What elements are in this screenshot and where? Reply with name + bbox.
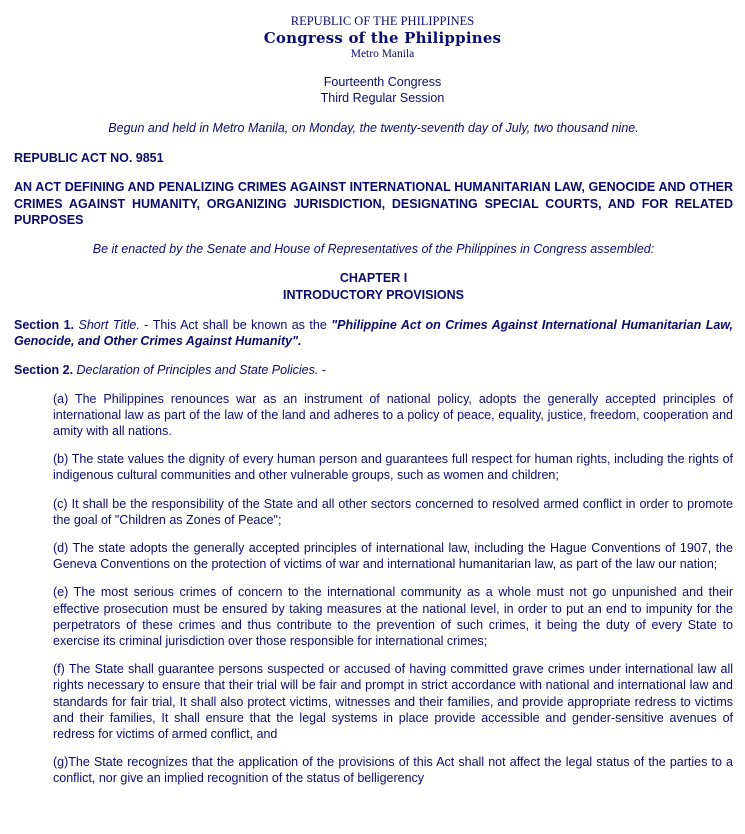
- republic-heading: REPUBLIC OF THE PHILIPPINES: [290, 14, 475, 28]
- enacting-clause: Be it enacted by the Senate and House of Representatives of the Philippines in Congress assembled:: [92, 241, 655, 256]
- clause-g: (g)The State recognizes that the application of the provisions of this Act shall not affect the legal status of the parties to a conflict, nor give an implied recognition of the status of belligerency: [53, 755, 733, 786]
- chapter-heading: [14, 270, 733, 304]
- chapter-title: INTRODUCTORY PROVISIONS: [282, 287, 465, 302]
- act-title: AN ACT DEFINING AND PENALIZING CRIMES AGAINST INTERNATIONAL HUMANITARIAN LAW, GENOCIDE AND OTHER CRIMES AGAINST HUMANITY, ORGANIZING JURISDICTION, DESIGNATING SPECIAL COURTS, AND FOR RELATED PURPOSES: [14, 180, 733, 227]
- republic-act-number: REPUBLIC ACT NO. 9851: [14, 151, 164, 165]
- section-1-title: Short Title.: [78, 317, 140, 332]
- session-name: Third Regular Session: [320, 91, 445, 105]
- session-block: [32, 74, 733, 106]
- section-1-text: - This Act shall be known as the: [139, 317, 332, 332]
- section-2-label: Section 2.: [14, 362, 74, 377]
- clause-c: (c) It shall be the responsibility of the State and all other sectors concerned to resolved armed conflict in order to promote the goal of "Children as Zones of Peace";: [53, 496, 733, 527]
- section-2-clauses: [14, 391, 733, 787]
- document-header: [32, 14, 733, 61]
- section-1-label: Section 1.: [14, 317, 75, 332]
- section-2-dash: -: [318, 362, 326, 377]
- congress-heading: Congress of the Philippines: [263, 29, 502, 47]
- clause-e: (e) The most serious crimes of concern to the international community as a whole must not go unpunished and their effective prosecution must be ensured by taking measures at the national level, in order to put an end to impunity for the perpetrators of these crimes and thus contribute to the prevention of such crimes, it being the duty of every State to exercise its criminal jurisdiction over those responsible for international crimes;: [53, 585, 733, 648]
- begun-statement: Begun and held in Metro Manila, on Monday, the twenty-seventh day of July, two thousand nine.: [108, 121, 639, 135]
- location-heading: Metro Manila: [350, 48, 415, 60]
- section-1: [14, 317, 733, 349]
- document-page: [14, 14, 733, 799]
- congress-number: Fourteenth Congress: [323, 75, 442, 89]
- clause-a: (a) The Philippines renounces war as an instrument of national policy, adopts the generally accepted principles of international law as part of the law of the land and adheres to a policy of peace, equality, justice, freedom, cooperation and amity with all nations.: [53, 391, 733, 438]
- section-2-title: Declaration of Principles and State Policies.: [76, 362, 319, 377]
- clause-d: (d) The state adopts the generally accepted principles of international law, including the Hague Conventions of 1907, the Geneva Conventions on the protection of victims of war and international humanitarian law, as part of the law our nation;: [53, 540, 733, 572]
- section-1-short-name: "Philippine Act on Crimes Against International Humanitarian Law, Genocide, and Other Crimes Against Humanity".: [14, 317, 734, 348]
- clause-f: (f) The State shall guarantee persons suspected or accused of having committed grave crimes under international law all rights necessary to ensure that their trial will be fair and prompt in strict accordance with national and international law and standards for fair trial, It shall also protect victims, witnesses and their families, and provide appropriate redress to victims and their families, It shall ensure that the legal systems in place provide accessible and gender-sensitive avenues of redress for victims of armed conflict, and: [53, 662, 733, 741]
- section-2: [14, 362, 733, 378]
- chapter-number: CHAPTER I: [339, 270, 408, 285]
- clause-b: (b) The state values the dignity of every human person and guarantees full respect for human rights, including the rights of indigenous cultural communities and other vulnerable groups, such as women and children;: [53, 452, 733, 483]
